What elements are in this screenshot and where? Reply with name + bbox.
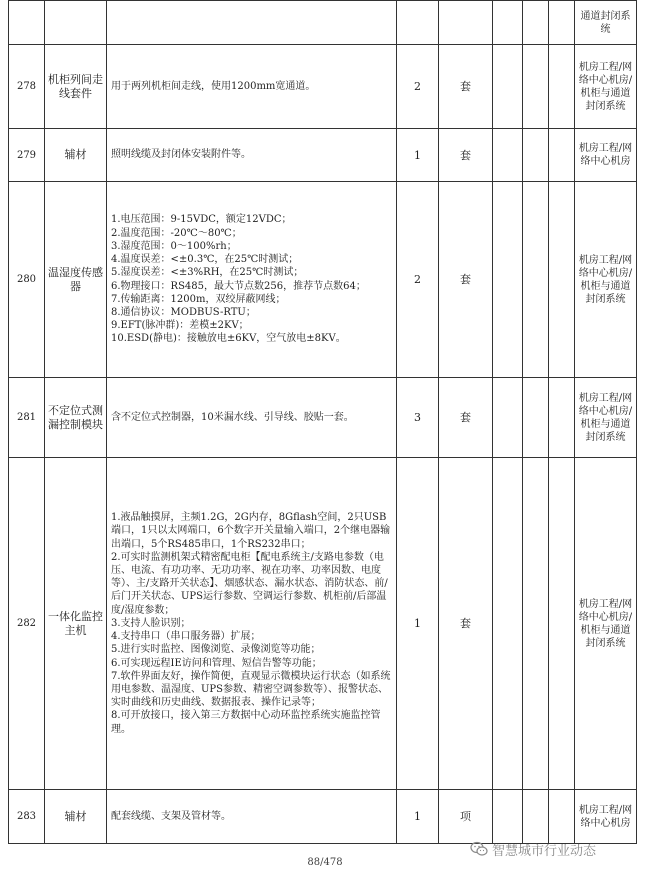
item-name: 辅材 — [45, 790, 107, 844]
spec-line: 1.电压范围：9-15VDC，额定12VDC； — [111, 214, 292, 226]
spec-line: 6.物理接口：RS485，最大节点数256，推荐节点数64； — [111, 280, 366, 292]
spec-line: 6.可实现远程IE访问和管理、短信告警等功能； — [111, 657, 322, 669]
item-unit: 套 — [439, 378, 493, 458]
table-row — [9, 458, 637, 790]
spec-line: 4.支持串口（串口服务器）扩展； — [111, 631, 261, 643]
spec-line: 3.湿度范围：0～100%rh； — [111, 240, 237, 252]
item-number: 282 — [9, 458, 45, 790]
item-quantity: 2 — [397, 45, 439, 129]
item-spec — [107, 378, 397, 458]
spec-line: 10.ESD(静电)：接触放电±6KV，空气放电±8KV。 — [111, 333, 346, 345]
table-row — [9, 182, 637, 378]
spec-line: 3.支持人脸识别； — [111, 617, 191, 629]
item-name: 不定位式测漏控制模块 — [45, 378, 107, 458]
item-name: 辅材 — [45, 129, 107, 182]
table-row — [9, 129, 637, 182]
table-row — [9, 790, 637, 844]
spec-line: 2.温度范围：-20℃～80℃； — [111, 227, 242, 239]
spec-line: 1.液晶触摸屏，主频1.2G，2G内存，8Gflash空间，2只USB端口，1只以太网端口，6个数字开关量输入端口，2个继电器输出端口，5个RS485串口，1个RS232串口； — [111, 512, 391, 550]
spec-line: 5.进行实时监控、图像浏览、录像浏览等功能； — [111, 644, 321, 656]
item-name: 机柜列间走线套件 — [45, 45, 107, 129]
table-row — [9, 378, 637, 458]
item-number: 278 — [9, 45, 45, 129]
item-number: 279 — [9, 129, 45, 182]
spec-line: 9.EFT(脉冲群)：差模±2KV； — [111, 320, 249, 332]
location-cell: 通道封闭系统 — [575, 1, 637, 45]
location-cell: 机房工程/网络中心机房/机柜与通道封闭系统 — [575, 378, 637, 458]
location-cell: 机房工程/网络中心机房/机柜与通道封闭系统 — [575, 182, 637, 378]
spec-line: 7.传输距离：1200m，双绞屏蔽网线； — [111, 293, 286, 305]
location-cell: 机房工程/网络中心机房 — [575, 790, 637, 844]
watermark-text: 智慧城市行业动态 — [492, 843, 597, 859]
spec-line: 7.软件界面友好，操作简便，直观显示微模块运行状态（如系统用电参数、温湿度、UPS参数、精密空调参数等）、报警状态、实时曲线和历史曲线、数据报表、操作记录等； — [111, 670, 391, 709]
spec-line: 照明线缆及封闭体安装附件等。 — [111, 149, 251, 161]
item-name: 一体化监控主机 — [45, 458, 107, 790]
location-cell: 机房工程/网络中心机房 — [575, 129, 637, 182]
spec-line: 8.通信协议：MODBUS-RTU； — [111, 306, 256, 318]
item-unit: 套 — [439, 45, 493, 129]
item-number: 283 — [9, 790, 45, 844]
item-quantity: 1 — [397, 458, 439, 790]
item-name: 温湿度传感器 — [45, 182, 107, 378]
item-spec — [107, 458, 397, 790]
spec-line: 4.温度误差：<±0.3℃，在25℃时测试； — [111, 254, 299, 266]
spec-line: 8.可开放接口，接入第三方数据中心动环监控系统实施监控管理。 — [111, 710, 381, 735]
item-quantity: 1 — [397, 790, 439, 844]
table-row-continued — [9, 1, 637, 45]
spec-line: 5.湿度误差：<±3%RH，在25℃时测试； — [111, 267, 304, 279]
spec-line: 配套线缆、支架及管材等。 — [111, 810, 231, 822]
spec-line: 用于两列机柜间走线，使用1200mm宽通道。 — [111, 80, 316, 92]
item-quantity: 2 — [397, 182, 439, 378]
item-number: 280 — [9, 182, 45, 378]
item-unit: 套 — [439, 458, 493, 790]
item-spec — [107, 790, 397, 844]
item-spec — [107, 129, 397, 182]
spec-line: 2.可实时监测机架式精密配电柜【配电系统主/支路电参数（电压、电流、有功功率、无功功率、视在功率、功率因数、电度等）、主/支路开关状态】、烟感状态、漏水状态、消防状态、前/后门开关状态、UPS运行参数、空调运行参数、机柜前/后部温度/湿度参数； — [111, 551, 388, 616]
item-unit: 项 — [439, 790, 493, 844]
item-unit: 套 — [439, 182, 493, 378]
equipment-table — [8, 0, 637, 844]
item-quantity: 3 — [397, 378, 439, 458]
item-quantity: 1 — [397, 129, 439, 182]
spec-line: 含不定位式控制器，10米漏水线、引导线、胶贴一套。 — [111, 411, 354, 423]
location-cell: 机房工程/网络中心机房/机柜与通道封闭系统 — [575, 458, 637, 790]
item-unit: 套 — [439, 129, 493, 182]
wechat-icon — [470, 841, 488, 857]
item-number: 281 — [9, 378, 45, 458]
table-row — [9, 45, 637, 129]
item-spec — [107, 182, 397, 378]
item-spec — [107, 45, 397, 129]
page-number: 88/478 — [307, 857, 343, 868]
location-cell: 机房工程/网络中心机房/机柜与通道封闭系统 — [575, 45, 637, 129]
